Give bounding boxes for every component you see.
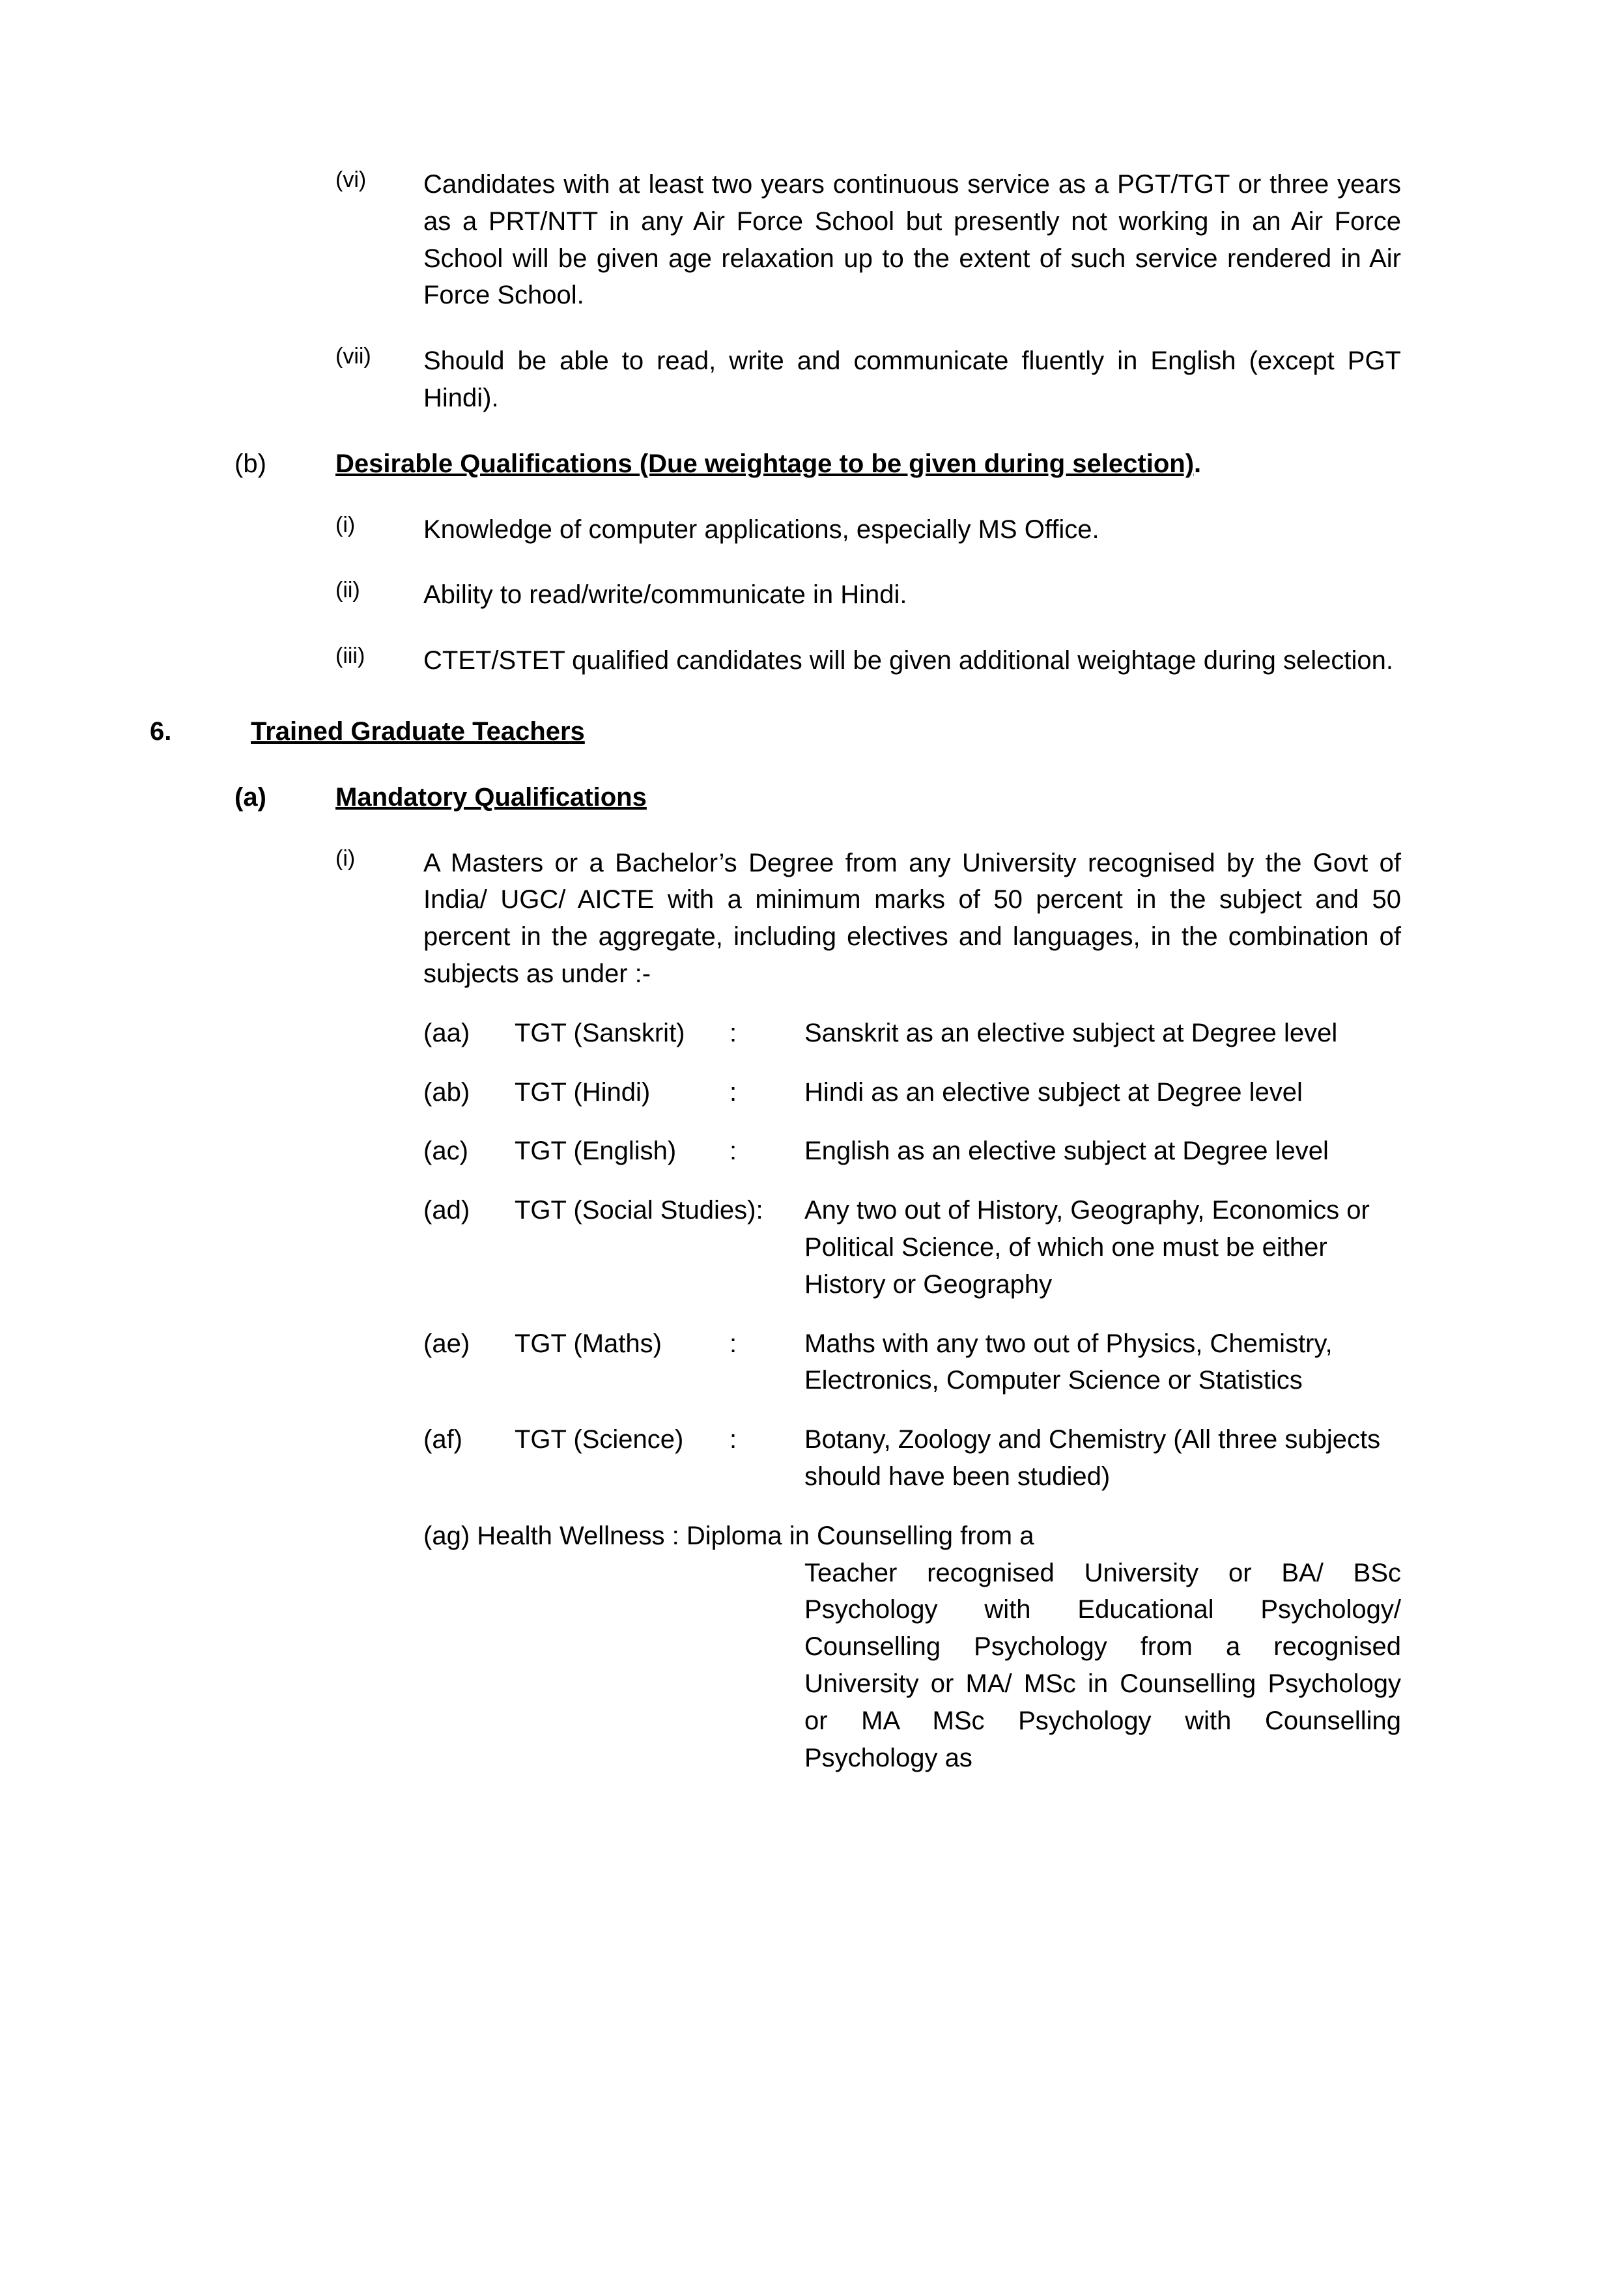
mandatory-heading: Mandatory Qualifications [335,782,647,812]
desirable-item-ii [150,576,1401,614]
table-row [423,1074,1401,1133]
subject-combination-table [423,1015,1401,1799]
mandatory-heading-wrap [335,779,1401,816]
subject-tag: (aa) [423,1018,470,1047]
mandatory-marker: (a) [234,782,266,812]
subject-name: TGT (Sanskrit) [515,1018,685,1047]
table-row [423,1133,1401,1192]
subject-colon: : [730,1137,737,1166]
clause-vi-marker: (vi) [335,167,367,192]
desirable-heading-wrap [335,446,1401,483]
mandatory-intro-text: A Masters or a Bachelor’s Degree from any University recognised by the Govt of India/ UGC/ AICTE with a minimum marks of 50 percent in the subject and 50 percent in the aggregate, including electives and languages, in the combination of subjects as under :- [423,848,1401,988]
clause-vii-text: Should be able to read, write and communicate fluently in English (except PGT Hindi). [423,347,1401,412]
subject-colon: : [730,1329,737,1358]
subject-colon: : [730,1077,737,1107]
mandatory-intro-marker: (i) [335,845,356,871]
desirable-item-i-marker: (i) [335,512,356,537]
clause-vi [150,166,1401,314]
desirable-item-ii-text: Ability to read/write/communicate in Hindi. [423,580,907,610]
section-6-heading-row [150,713,1401,750]
subject-tag: (ac) [423,1137,468,1166]
section-6-title: Trained Graduate Teachers [251,716,585,746]
subject-name: TGT (Social Studies): [515,1196,763,1225]
desirable-heading: Desirable Qualifications (Due weightage to be given during selection) [335,449,1195,478]
mandatory-intro [150,845,1401,993]
subject-desc: Maths with any two out of Physics, Chemistry, Electronics, Computer Science or Statistics [804,1329,1333,1395]
health-wellness-desc: Teacher recognised University or BA/ BSc Psychology with Educational Psychology/ Counselling Psychology from a recognised University or MA/ MSc in Counselling Psychology or MA MSc Psychology with Counselling Psychology as [804,1558,1401,1772]
clause-vii [150,343,1401,417]
table-row [423,1192,1401,1325]
clause-vii-marker: (vii) [335,344,371,369]
desirable-item-ii-marker: (ii) [335,578,360,603]
table-row-health-wellness [423,1518,1401,1555]
subject-tag: (ad) [423,1196,470,1225]
subject-desc: Botany, Zoology and Chemistry (All three subjects should have been studied) [804,1425,1381,1491]
mandatory-qualifications-heading-row [150,779,1401,816]
document-body [150,166,1401,1798]
spacer-cell [730,1555,804,1799]
subject-colon: : [730,1425,737,1454]
subject-name: TGT (English) [515,1137,677,1166]
subject-desc: Hindi as an elective subject at Degree level [804,1077,1303,1107]
table-row [423,1325,1401,1422]
desirable-item-i-text: Knowledge of computer applications, especially MS Office. [423,515,1099,544]
spacer-cell [515,1555,730,1799]
subject-desc: Any two out of History, Geography, Economics or Political Science, of which one must be either History or Geography [804,1196,1370,1299]
desirable-item-iii-text: CTET/STET qualified candidates will be given additional weightage during selection. [423,646,1394,675]
desirable-heading-suffix: . [1194,449,1202,478]
subject-desc: English as an elective subject at Degree level [804,1137,1329,1166]
subject-tag: (ab) [423,1077,470,1107]
desirable-item-iii-marker: (iii) [335,644,365,669]
desirable-item-iii [150,642,1401,679]
table-row [423,1015,1401,1074]
desirable-qualifications-heading-row [150,446,1401,483]
table-row-health-wellness-desc [423,1555,1401,1799]
clause-vi-text: Candidates with at least two years continuous service as a PGT/TGT or three years as a PRT/NTT in any Air Force School but presently not working in an Air Force School will be given age relaxation up to the extent of such service rendered in Air Force School. [423,170,1401,310]
section-6-title-wrap [251,713,1401,750]
subject-name: TGT (Maths) [515,1329,662,1358]
subject-tag: (ae) [423,1329,470,1358]
desirable-marker: (b) [234,449,266,478]
subject-name: TGT (Science) [515,1425,684,1454]
health-wellness-line: (ag) Health Wellness : Diploma in Counselling from a [423,1521,1034,1550]
subject-name: TGT (Hindi) [515,1077,651,1107]
desirable-item-i [150,511,1401,548]
section-6-number: 6. [150,716,172,746]
subject-desc: Sanskrit as an elective subject at Degree level [804,1018,1338,1047]
subject-colon: : [730,1018,737,1047]
spacer-cell [423,1555,515,1799]
subject-tag: (af) [423,1425,462,1454]
table-row [423,1421,1401,1518]
